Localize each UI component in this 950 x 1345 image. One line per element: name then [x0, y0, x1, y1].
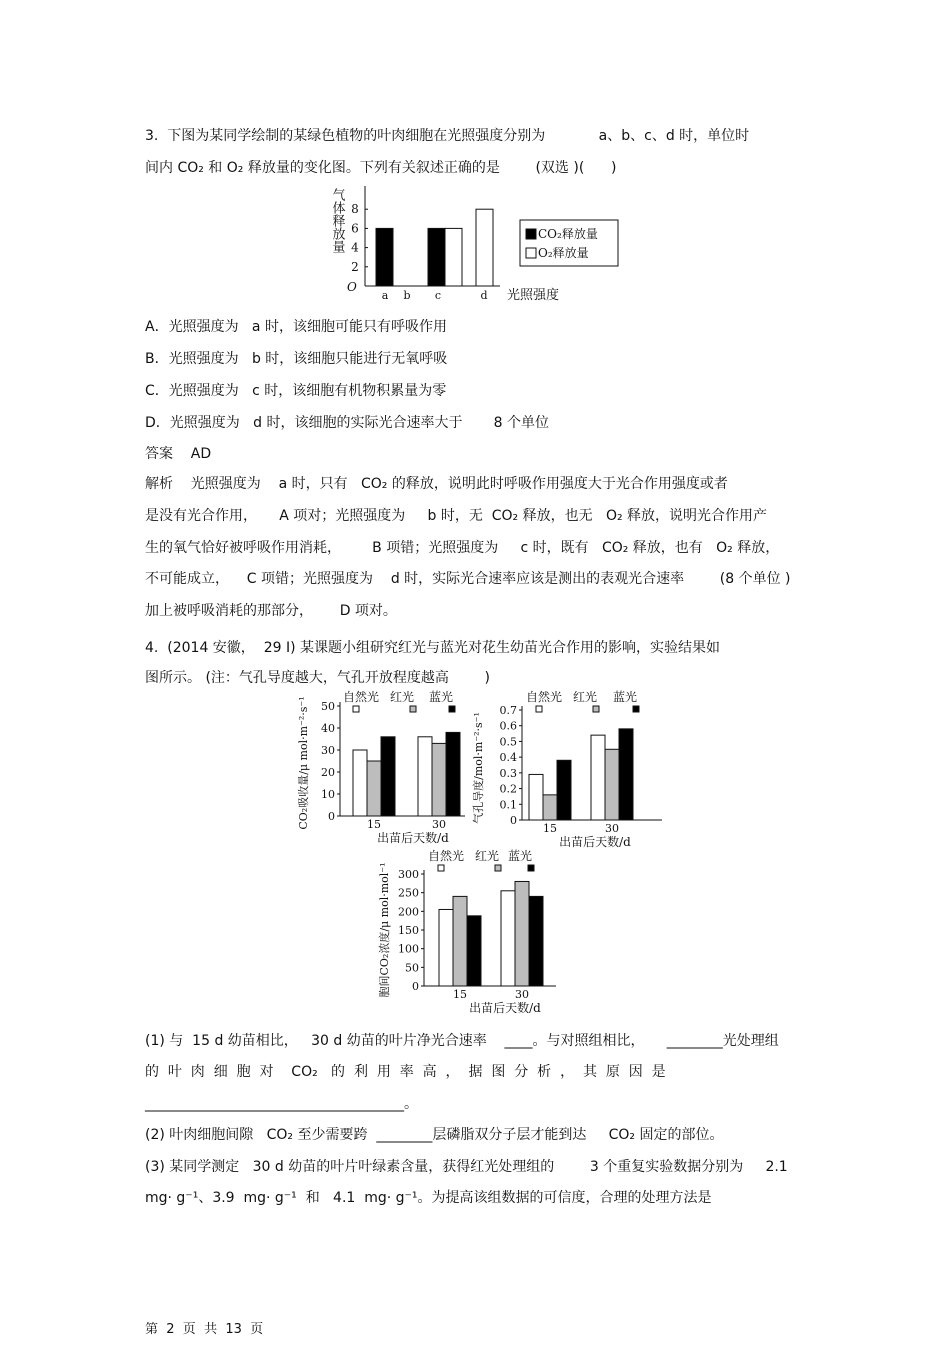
y-tick-label: 6 — [351, 221, 359, 236]
bar — [367, 761, 381, 816]
bar — [476, 209, 493, 286]
x-tick-label: 15 — [543, 822, 557, 835]
q3-analysis-line: 解析 光照强度为 a 时，只有 CO₂ 的释放，说明此时呼吸作用强度大于光合作用强度或者 — [145, 476, 728, 492]
y-tick-label: 2 — [351, 259, 359, 274]
bar — [557, 760, 571, 820]
q3-analysis-line: 加上被呼吸消耗的那部分， D 项对。 — [145, 603, 397, 619]
legend-swatch — [528, 865, 534, 871]
q4-sub1-line3: _____________________________________。 — [145, 1096, 418, 1112]
y-tick-label: 4 — [351, 240, 359, 255]
y-tick-label: 20 — [321, 766, 335, 779]
x-tick-label: 15 — [367, 818, 381, 831]
q4-stomatal-conductance-chart — [470, 688, 665, 853]
legend-label: 自然光 — [343, 690, 380, 704]
x-tick-label: 30 — [605, 822, 619, 835]
q3-option-c: C．光照强度为 c 时，该细胞有机物积累量为零 — [145, 383, 447, 399]
bar — [529, 896, 543, 986]
legend-label: 红光 — [475, 849, 500, 863]
y-tick-label: 0 — [510, 814, 517, 827]
q3-stem-line2: 间内 CO₂ 和 O₂ 释放量的变化图。下列有关叙述正确的是 (双选 )( ) — [145, 160, 617, 176]
page-footer: 第 2 页 共 13 页 — [145, 1322, 264, 1337]
legend-label: 蓝光 — [613, 690, 638, 704]
y-tick-label: 0 — [412, 980, 419, 993]
bar — [439, 909, 453, 986]
legend-swatch — [495, 865, 501, 871]
legend-label: 自然光 — [428, 849, 465, 863]
legend-swatch — [593, 706, 599, 712]
legend-swatch — [353, 706, 359, 712]
x-axis-label: 出苗后天数/d — [377, 831, 449, 845]
y-tick-label: 50 — [405, 961, 419, 975]
legend-label: 红光 — [390, 690, 415, 704]
x-tick-label: 30 — [515, 988, 529, 1001]
legend-swatch — [438, 865, 444, 871]
bar — [432, 743, 446, 816]
bar — [453, 896, 467, 986]
legend-label: 红光 — [573, 690, 598, 704]
y-tick-label: 0.5 — [499, 735, 517, 749]
q3-option-a: A．光照强度为 a 时，该细胞可能只有呼吸作用 — [145, 319, 447, 335]
x-axis-label: 出苗后天数/d — [559, 835, 631, 849]
q3-stem-line1: 3. 下图为某同学绘制的某绿色植物的叶肉细胞在光照强度分别为 a、b、c、d 时，单位时 — [145, 128, 750, 144]
bar — [619, 729, 633, 820]
x-axis-label: 光照强度 — [507, 288, 560, 303]
bar — [353, 750, 367, 816]
y-axis-label: 气体释放量 — [329, 188, 345, 253]
y-tick-label: 0.7 — [499, 704, 517, 717]
y-tick-label: 0.3 — [499, 766, 517, 780]
q4-stem-line2: 图所示。 (注：气孔导度越大，气孔开放程度越高 ) — [145, 670, 490, 686]
bar — [445, 228, 462, 286]
legend-swatch-o2 — [526, 248, 536, 258]
y-tick-label: 30 — [321, 744, 335, 757]
y-tick-label: 50 — [321, 700, 335, 713]
q4-sub1-line1: (1) 与 15 d 幼苗相比， 30 d 幼苗的叶片净光合速率 ____。与对照组相比， ________光处理组 — [145, 1033, 779, 1049]
y-tick-label: 100 — [398, 942, 419, 956]
q4-sub1-line2: 的 叶 肉 细 胞 对 CO₂ 的 利 用 率 高 ， 据 图 分 析 ， 其 原 因 是 — [145, 1064, 666, 1080]
x-tick-label: 30 — [432, 818, 446, 831]
y-tick-label: 250 — [398, 886, 419, 900]
q3-analysis-line: 不可能成立， C 项错；光照强度为 d 时，实际光合速率应该是测出的表观光合速率 (8 个单位 ) — [145, 571, 791, 587]
bar — [428, 228, 445, 286]
bar — [418, 737, 432, 816]
legend-swatch — [449, 706, 455, 712]
origin-label: O — [347, 280, 357, 294]
bar — [501, 891, 515, 986]
y-tick-label: 40 — [321, 722, 335, 735]
y-tick-label: 0.6 — [499, 719, 517, 733]
y-axis-label: CO₂吸收量/μ mol·m⁻²·s⁻¹ — [297, 696, 310, 830]
q3-bar-chart — [325, 182, 625, 307]
y-tick-label: 8 — [351, 202, 359, 217]
y-tick-label: 300 — [398, 868, 419, 881]
bar — [529, 774, 543, 820]
bar — [376, 228, 393, 286]
bar — [467, 916, 481, 986]
legend-swatch — [633, 706, 639, 712]
q4-sub3-line2: mg· g⁻¹、3.9 mg· g⁻¹ 和 4.1 mg· g⁻¹。为提高该组数据的可信度，合理的处理方法是 — [145, 1190, 712, 1206]
q4-intercellular-co2-chart — [368, 848, 588, 1018]
x-tick-label: a — [381, 289, 389, 302]
legend-swatch — [536, 706, 542, 712]
y-axis-label: 气孔导度/mol·m⁻²·s⁻¹ — [472, 712, 485, 824]
bar — [591, 735, 605, 820]
bar — [605, 749, 619, 820]
bar — [543, 795, 557, 820]
bar — [446, 732, 460, 816]
x-tick-label: 15 — [453, 988, 467, 1001]
y-tick-label: 200 — [398, 905, 419, 919]
legend-label-o2: O₂释放量 — [538, 246, 589, 260]
y-tick-label: 0.1 — [499, 798, 517, 812]
q4-sub3-line1: (3) 某同学测定 30 d 幼苗的叶片叶绿素含量，获得红光处理组的 3 个重复实验数据分别为 2.1 — [145, 1159, 788, 1175]
legend-label-co2: CO₂释放量 — [538, 227, 598, 241]
y-tick-label: 150 — [398, 924, 419, 937]
y-tick-label: 0.2 — [499, 782, 517, 796]
legend-swatch — [410, 706, 416, 712]
q3-option-b: B．光照强度为 b 时，该细胞只能进行无氧呼吸 — [145, 351, 448, 367]
x-tick-label: c — [434, 289, 442, 302]
x-tick-label: b — [403, 289, 411, 302]
y-tick-label: 10 — [321, 788, 335, 801]
q3-option-d: D．光照强度为 d 时，该细胞的实际光合速率大于 8 个单位 — [145, 415, 549, 431]
legend-swatch-co2 — [526, 229, 536, 239]
y-tick-label: 0 — [328, 810, 335, 823]
y-tick-label: 0.4 — [499, 751, 517, 765]
q4-co2-uptake-chart — [295, 688, 470, 848]
bar — [381, 737, 395, 816]
legend-label: 蓝光 — [429, 690, 454, 704]
x-axis-label: 出苗后天数/d — [469, 1001, 541, 1015]
q3-answer: 答案 AD — [145, 446, 212, 462]
x-tick-label: d — [480, 289, 488, 302]
q3-analysis-line: 是没有光合作用， A 项对；光照强度为 b 时，无 CO₂ 释放，也无 O₂ 释放，说明光合作用产 — [145, 508, 768, 524]
q4-stem-line1: 4. (2014 安徽， 29 Ⅰ) 某课题小组研究红光与蓝光对花生幼苗光合作用的影响，实验结果如 — [145, 640, 721, 656]
q4-sub2: (2) 叶肉细胞间隙 CO₂ 至少需要跨 ________层磷脂双分子层才能到达 CO₂ 固定的部位。 — [145, 1127, 724, 1143]
q3-analysis-line: 生的氧气恰好被呼吸作用消耗， B 项错；光照强度为 c 时，既有 CO₂ 释放，也有 O₂ 释放， — [145, 540, 780, 556]
bar — [515, 881, 529, 986]
legend-label: 蓝光 — [508, 849, 533, 863]
y-axis-label: 胞间CO₂浓度/μ mol·mol⁻¹ — [378, 862, 391, 998]
legend-label: 自然光 — [526, 690, 563, 704]
